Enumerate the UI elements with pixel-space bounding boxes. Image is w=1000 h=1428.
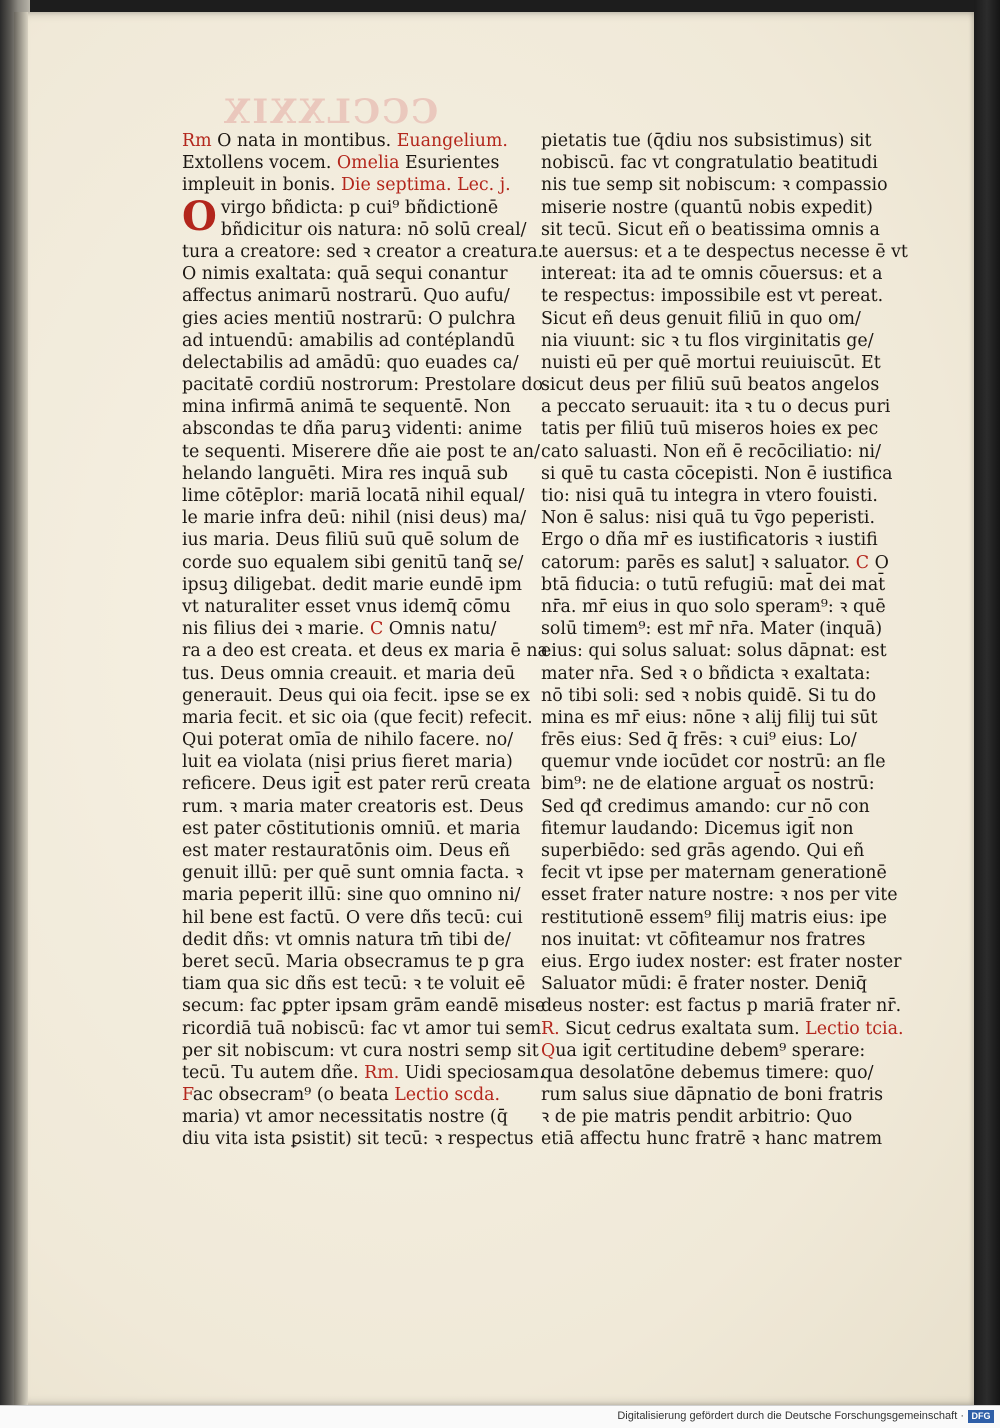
rubric-text: Q: [541, 1040, 556, 1061]
text-segment: nr̄a. mr̄ eius in quo solo speram⁹: ꝛ quē: [541, 596, 886, 617]
text-line: [182, 552, 522, 574]
text-line: [182, 529, 522, 551]
text-segment: sit tecū. Sicut eñ o beatissima omnis a: [541, 219, 880, 240]
text-segment: tura a creatore: sed ꝛ creator a creatura.: [182, 241, 544, 262]
text-segment: bim⁹: ne de elatione arguat̄ os nostrū:: [541, 774, 875, 795]
text-line: [541, 219, 881, 241]
text-line: [541, 552, 889, 574]
rubric-text: Lectio tcia.: [805, 1018, 904, 1039]
page-gutter-shadow: [14, 12, 28, 1405]
text-segment: catorum: parēs es salut] ꝛ saluator.: [541, 552, 856, 573]
text-line: [541, 618, 881, 640]
text-segment: mina es mr̄ eius: nōne ꝛ alij filij tui sūt: [541, 707, 878, 728]
text-segment: te respectus: impossibile est vt pereat.: [541, 286, 884, 307]
text-segment: vt naturaliter esset vnus idemq̄ cōmu: [182, 596, 511, 617]
text-line: [182, 729, 522, 751]
text-line: [541, 174, 888, 196]
rubric-text: Rm.: [364, 1062, 400, 1083]
text-segment: fecit vt ipse per maternam generationē: [541, 863, 887, 884]
text-segment: pietatis tue (q̄diu nos subsistimus) sit: [541, 131, 872, 151]
text-segment: Qui poterat omīa de nihilo facere. no/: [182, 730, 514, 751]
text-segment: ac obsecram⁹ (o beata: [192, 1085, 395, 1106]
text-segment: helando languēti. Mira res inquā sub: [182, 463, 508, 484]
text-line: [541, 907, 887, 929]
text-line: [541, 418, 881, 440]
text-line: [182, 663, 522, 685]
text-segment: rum. ꝛ maria mater creatoris est. Deus: [182, 796, 524, 817]
text-segment: nuisti eū per quē mortui reuiuiscūt. Et: [541, 352, 881, 373]
text-line: [541, 707, 881, 729]
text-line: [541, 263, 881, 285]
rubric-text: F: [182, 1085, 193, 1106]
text-segment: nia viuunt: sic ꝛ tu flos virginitatis ge/: [541, 330, 874, 351]
text-line: [541, 773, 881, 795]
text-segment: Sicut eñ deus genuit filiū in quo om/: [541, 308, 861, 329]
text-segment: Ergo o dña mr̄ es iustificatoris ꝛ iustifi: [541, 530, 878, 551]
text-segment: nis tue semp sit nobiscum: ꝛ compassio: [541, 175, 888, 196]
text-segment: ua igit̄ certitudine debem⁹ sperare:: [555, 1040, 866, 1061]
text-segment: nobiscū. fac vt congratulatio beatitudi: [541, 153, 878, 174]
text-line: [182, 330, 522, 352]
text-line: [541, 1128, 881, 1150]
text-line: [182, 174, 522, 196]
text-line: [541, 640, 887, 662]
funding-credit: Digitalisierung gefördert durch die Deutsche Forschungsgemeinschaft ·: [617, 1410, 964, 1422]
text-segment: diu vita ista ꝑsistit) sit tecū: ꝛ respectus: [182, 1129, 534, 1150]
text-line: [541, 1062, 881, 1084]
text-segment: Saluator mūdi: ē frater noster. Deniq̄: [541, 974, 868, 995]
text-segment: est mater restauratōnis oim. Deus eñ: [182, 841, 511, 861]
text-line: [541, 330, 881, 352]
text-segment: solū timem⁹: est mr̄ nr̄a. Mater (inquā): [541, 619, 883, 640]
text-segment: delectabilis ad amādū: quo euades ca/: [182, 352, 519, 373]
text-segment: superbiēdo: sed grās agendo. Qui eñ: [541, 841, 865, 861]
text-line: [541, 973, 881, 995]
text-segment: luit ea violata (nisi prius fieret maria): [182, 752, 513, 773]
text-line: [541, 685, 881, 707]
text-segment: eius: qui solus saluat: solus dāpnat: est: [541, 641, 887, 662]
text-line: [182, 618, 522, 640]
text-segment: quemur vnde iocūdet cor nostrū: an fle: [541, 752, 886, 773]
text-segment: hil bene est factū. O vere dñs tecū: cui: [182, 907, 523, 928]
text-line: [541, 862, 887, 884]
text-segment: deus noster: est factus p mariā frater nr̄.: [541, 996, 902, 1017]
text-line: [182, 862, 522, 884]
text-line: [541, 396, 891, 418]
text-segment: tus. Deus omnia creauit. et maria deū: [182, 663, 516, 684]
text-column-left: [182, 130, 548, 1151]
text-segment: virgo bñdicta: p cui⁹ bñdictionē: [220, 197, 499, 218]
text-segment: restitutionē essem⁹ filij matris eius: ipe: [541, 907, 887, 928]
text-line: [541, 529, 881, 551]
text-line: [541, 241, 908, 263]
text-segment: frēs eius: Sed q̄ frēs: ꝛ cui⁹ eius: Lo/: [541, 730, 857, 751]
text-line: [541, 1018, 904, 1040]
text-segment: dedit dñs: vt omnis natura tm̄ tibi de/: [182, 929, 511, 950]
foliation-bleedthrough: CCCLXXIX: [222, 92, 439, 132]
text-segment: Sicut cedrus exaltata sum.: [559, 1018, 806, 1039]
text-segment: beret secū. Maria obsecramus te p gra: [182, 951, 525, 972]
text-segment: ra a deo est creata. et deus ex maria ē na: [182, 641, 548, 662]
text-segment: Sed qđ credimus amando: cur nō con: [541, 796, 870, 817]
text-line: [182, 1106, 522, 1128]
text-line: [541, 1040, 881, 1062]
text-line: [182, 773, 531, 795]
text-segment: est pater cōstitutionis omniū. et maria: [182, 818, 521, 839]
text-line: [182, 884, 522, 906]
text-line: [541, 729, 881, 751]
book-right-edge: [974, 0, 1000, 1405]
text-line: [541, 507, 881, 529]
text-line: [182, 396, 522, 418]
text-segment: mater nr̄a. Sed ꝛ o bñdicta ꝛ exaltata:: [541, 663, 871, 684]
text-segment: tecū. Tu autem dñe.: [182, 1062, 365, 1083]
text-line: [182, 796, 522, 818]
text-line: [182, 574, 522, 596]
text-line: [541, 929, 881, 951]
text-line: [182, 485, 525, 507]
text-line: [182, 685, 530, 707]
text-line: [541, 884, 898, 906]
text-line: [541, 441, 881, 463]
text-segment: Uidi speciosam.: [399, 1062, 545, 1083]
rubric-text: Rm: [182, 131, 212, 151]
drop-cap-initial: O: [182, 192, 217, 240]
text-segment: generauit. Deus qui oia fecit. ipse se ex: [182, 685, 530, 706]
text-segment: gies acies mentiū nostrarū: O pulchra: [182, 308, 516, 329]
text-segment: etiā affectu hunc fratrē ꝛ hanc matrem: [541, 1129, 883, 1150]
text-segment: le marie infra deū: nihil (nisi deus) ma/: [182, 508, 527, 529]
text-line: [541, 995, 902, 1017]
text-line: [541, 751, 886, 773]
text-segment: nos inuitat: vt cōfiteamur nos fratres: [541, 929, 866, 950]
text-segment: Non ē salus: nisi quā tu v̄go peperisti.: [541, 508, 876, 529]
text-segment: corde suo equalem sibi genitū tanq̄ se/: [182, 552, 524, 573]
text-segment: Esurientes: [399, 153, 500, 174]
text-segment: nis filius dei ꝛ marie.: [182, 619, 370, 640]
text-line: [182, 219, 527, 241]
text-segment: Extollens vocem.: [182, 153, 337, 174]
text-line: [541, 574, 886, 596]
text-line: [182, 1040, 539, 1062]
text-segment: intereat: ita ad te omnis cōuersus: et a: [541, 264, 883, 285]
text-segment: rum salus siue dāpnatio de boni fratris: [541, 1085, 884, 1106]
text-segment: affectus animarū nostrarū. Quo aufu/: [182, 286, 510, 307]
footer-bar: [0, 1405, 1000, 1428]
rubric-text: Lectio scda.: [394, 1085, 501, 1106]
text-line: [182, 907, 522, 929]
text-line: [182, 929, 522, 951]
text-line: [541, 197, 881, 219]
text-segment: tiam qua sic dñs est tecū: ꝛ te voluit eē: [182, 974, 526, 995]
text-segment: mina infirmā animā te sequentē. Non: [182, 397, 511, 418]
text-line: [182, 463, 522, 485]
rubric-text: Die septima. Lec. j.: [340, 175, 511, 196]
text-line: [182, 130, 522, 152]
text-line: [541, 285, 884, 307]
text-line: [182, 374, 544, 396]
text-segment: ipsuꝫ diligebat. dedit marie eundē ipm: [182, 574, 523, 595]
text-segment: esset frater nature nostre: ꝛ nos per vite: [541, 885, 898, 906]
text-line: [182, 441, 540, 463]
text-segment: tio: nisi quā tu integra in vtero fouisti.: [541, 486, 878, 506]
text-line: [541, 596, 886, 618]
text-line: [182, 1084, 522, 1106]
text-line: [182, 152, 522, 174]
text-line: [541, 796, 881, 818]
dfg-logo-icon: DFG: [968, 1410, 994, 1423]
text-line: [182, 707, 533, 729]
text-line: [541, 485, 881, 507]
text-segment: qua desolatōne debemus timere: quo/: [541, 1062, 874, 1083]
text-line: [541, 308, 881, 330]
rubric-text: Omelia: [336, 153, 400, 174]
text-segment: Omnis natu/: [383, 619, 497, 640]
text-line: [541, 840, 881, 862]
text-segment: bñdicitur ois natura: nō solū creal/: [220, 219, 527, 240]
text-segment: O nimis exaltata: quā sequi conantur: [182, 264, 508, 285]
text-line: [182, 840, 522, 862]
text-segment: lime cōtēplor: mariā locatā nihil equal/: [182, 486, 525, 506]
text-segment: te sequenti. Miserere dñe aie post te an/: [182, 441, 540, 462]
text-line: [182, 818, 522, 840]
text-segment: sicut deus per filiū suū beatos angelos: [541, 375, 880, 396]
text-line: [182, 596, 522, 618]
text-segment: miserie nostre (quantū nobis expedit): [541, 197, 873, 218]
text-segment: te auersus: et a te despectus necesse ē vt: [541, 241, 908, 262]
rubric-text: R.: [541, 1018, 560, 1039]
text-segment: impleuit in bonis.: [182, 175, 341, 196]
text-segment: nō tibi soli: sed ꝛ nobis quidē. Si tu do: [541, 685, 877, 706]
rubric-text: Euangelium.: [396, 131, 508, 151]
text-segment: ꝛ de pie matris pendit arbitrio: Quo: [541, 1107, 853, 1128]
text-segment: tatis per filiū tuū miseros hoies ex pec: [541, 419, 879, 440]
text-segment: maria peperit illū: sine quo omnino ni/: [182, 885, 521, 906]
text-line: [182, 507, 527, 529]
text-segment: ricordiā tuā nobiscū: fac vt amor tui sem: [182, 1018, 542, 1039]
text-line: [182, 640, 548, 662]
text-segment: pacitatē cordiū nostrorum: Prestolare do: [182, 375, 544, 396]
text-line: [182, 751, 522, 773]
text-column-right: [541, 130, 908, 1151]
rubric-text: C: [855, 552, 870, 573]
text-segment: O nata in montibus.: [211, 131, 397, 151]
text-segment: O: [869, 552, 889, 573]
rubric-text: C: [369, 619, 384, 640]
text-line: [541, 352, 881, 374]
text-line: [182, 1018, 542, 1040]
text-line: [541, 818, 881, 840]
text-segment: maria) vt amor necessitatis nostre (q̄: [182, 1107, 508, 1128]
text-segment: a peccato seruauit: ita ꝛ tu o decus puri: [541, 397, 891, 418]
text-line: [541, 374, 881, 396]
text-line: [541, 1084, 884, 1106]
text-line: [182, 1128, 534, 1150]
text-line: [182, 285, 522, 307]
text-line: [182, 995, 546, 1017]
text-segment: ad intuendū: amabilis ad contéplandū: [182, 330, 516, 351]
text-line: [182, 973, 526, 995]
text-line: [182, 241, 544, 263]
text-line: [541, 463, 893, 485]
text-line: [182, 418, 522, 440]
text-line: [182, 951, 525, 973]
text-line: [541, 1106, 881, 1128]
text-segment: cato saluasti. Non eñ ē recōciliatio: ni/: [541, 441, 881, 462]
text-segment: ius maria. Deus filiū suū quē solum de: [182, 530, 520, 551]
text-segment: eius. Ergo iudex noster: est frater noster: [541, 951, 902, 972]
text-segment: genuit illū: per quē sunt omnia facta. ꝛ: [182, 863, 524, 884]
text-line: [182, 263, 522, 285]
text-segment: fitemur laudando: Dicemus igit̄ non: [541, 818, 854, 839]
text-line: [541, 663, 881, 685]
text-line: [541, 152, 881, 174]
text-line: [182, 308, 522, 330]
text-line: [182, 352, 522, 374]
text-line: [541, 951, 902, 973]
text-segment: abscondas te dña paruꝫ videnti: anime: [182, 419, 523, 440]
text-segment: reficere. Deus igit̄ est pater rerū creata: [182, 774, 531, 795]
text-segment: maria fecit. et sic oia (que fecit) refecit.: [182, 707, 533, 728]
text-segment: si quē tu casta cōcepisti. Non ē iustifica: [541, 463, 893, 484]
text-segment: secum: fac ꝑpter ipsam grām eandē mise: [182, 996, 546, 1017]
text-line: [541, 130, 881, 152]
text-segment: per sit nobiscum: vt cura nostri semp sit: [182, 1040, 539, 1061]
text-segment: btā fiducia: o tutū refugiū: mat̄ dei mat̄: [541, 574, 886, 595]
text-line: [182, 1062, 545, 1084]
